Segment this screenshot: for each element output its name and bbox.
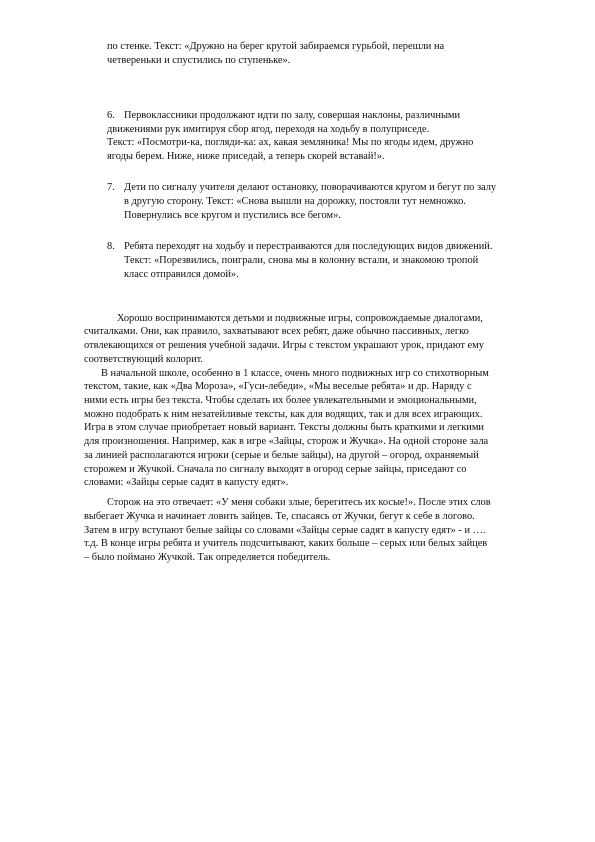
list-item-line: класс отправился домой». [124,269,239,280]
paragraph-line: для произношения. Например, как в игре «Зайцы, сторож и Жучка». На одной стороне зала [84,436,489,447]
list-item-line: Ребята переходят на ходьбу и перестраиваются для последующих видов движений. [124,241,493,252]
list-item-number: 6. [107,110,115,121]
paragraph-line: соответствующий колорит. [84,354,203,365]
intro-line: по стенке. Текст: «Дружно на берег крутой забираемся гурьбой, перешли на [107,41,445,52]
list-item-line: Текст: «Порезвились, поиграли, снова мы в колонну встали, и знакомою тропой [124,255,479,266]
list-item-line: Текст: «Посмотри-ка, погляди-ка: ах, какая земляника! Мы по ягоды идем, дружно [107,137,474,148]
intro-line: четвереньки и спустились по ступеньке». [107,55,291,66]
paragraph-line: Игра в этом случае приобретает новый вариант. Тексты должны быть краткими и легкими [84,422,484,433]
list-item-line: ягоды берем. Ниже, ниже приседай, а теперь скорей вставай!». [107,151,385,162]
paragraph-line: словами: «Зайцы серые садят в капусту едят». [84,477,289,488]
paragraph-line: Хорошо воспринимаются детьми и подвижные игры, сопровождаемые диалогами, [117,313,483,324]
list-item-line: Дети по сигналу учителя делают остановку, поворачиваются кругом и бегут по залу [124,182,497,193]
paragraph-line: Затем в игру вступают белые зайцы со словами «Зайцы серые садят в капусту едят» - и …. [84,525,486,536]
paragraph-line: за линией располагаются игроки (серые и белые зайцы), на другой – огород, охраняемый [84,450,479,461]
paragraph-line: т.д. В конце игры ребята и учитель подсчитывают, каких больше – серых или белых зайцев [84,538,488,549]
paragraph-line: можно подобрать к ним незатейливые тексты, как для водящих, так и для всех играющих. [84,409,483,420]
list-item-number: 7. [107,182,115,193]
list-item-line: Повернулись все кругом и пустились все бегом». [124,210,341,221]
list-item-number: 8. [107,241,115,252]
paragraph-line: отвлекающихся от решения учебной задачи. Игры с текстом украшают урок, придают ему [84,340,484,351]
paragraph-line: считалками. Они, как правило, захватывают всех ребят, даже обычно пассивных, легко [84,326,469,337]
list-item-line: в другую сторону. Текст: «Снова вышли на дорожку, постояли тут немножко. [124,196,466,207]
paragraph-line: выбегает Жучка и начинает ловить зайцев. Те, спасаясь от Жучки, бегут к себе в логово. [84,511,475,522]
list-item-line: движениями рук имитируя сбор ягод, переходя на ходьбу в полуприседе. [107,124,430,135]
paragraph-line: текстом, такие, как «Два Мороза», «Гуси-лебеди», «Мы веселые ребята» и др. Наряду с [84,381,472,392]
paragraph-line: В начальной школе, особенно в 1 классе, очень много подвижных игр со стихотворным [101,368,489,379]
list-item-line: Первоклассники продолжают идти по залу, совершая наклоны, различными [124,110,461,121]
paragraph-line: сторожем и Жучкой. Сначала по сигналу выходят в огород серые зайцы, приседают со [84,464,467,475]
paragraph-line: – было поймано Жучкой. Так определяется победитель. [84,552,331,563]
paragraph-line: Сторож на это отвечает: «У меня собаки злые, берегитесь их косые!». После этих слов [107,497,491,508]
paragraph-line: ними есть игры без текста. Чтобы сделать их более увлекательными и эмоциональными, [84,395,477,406]
